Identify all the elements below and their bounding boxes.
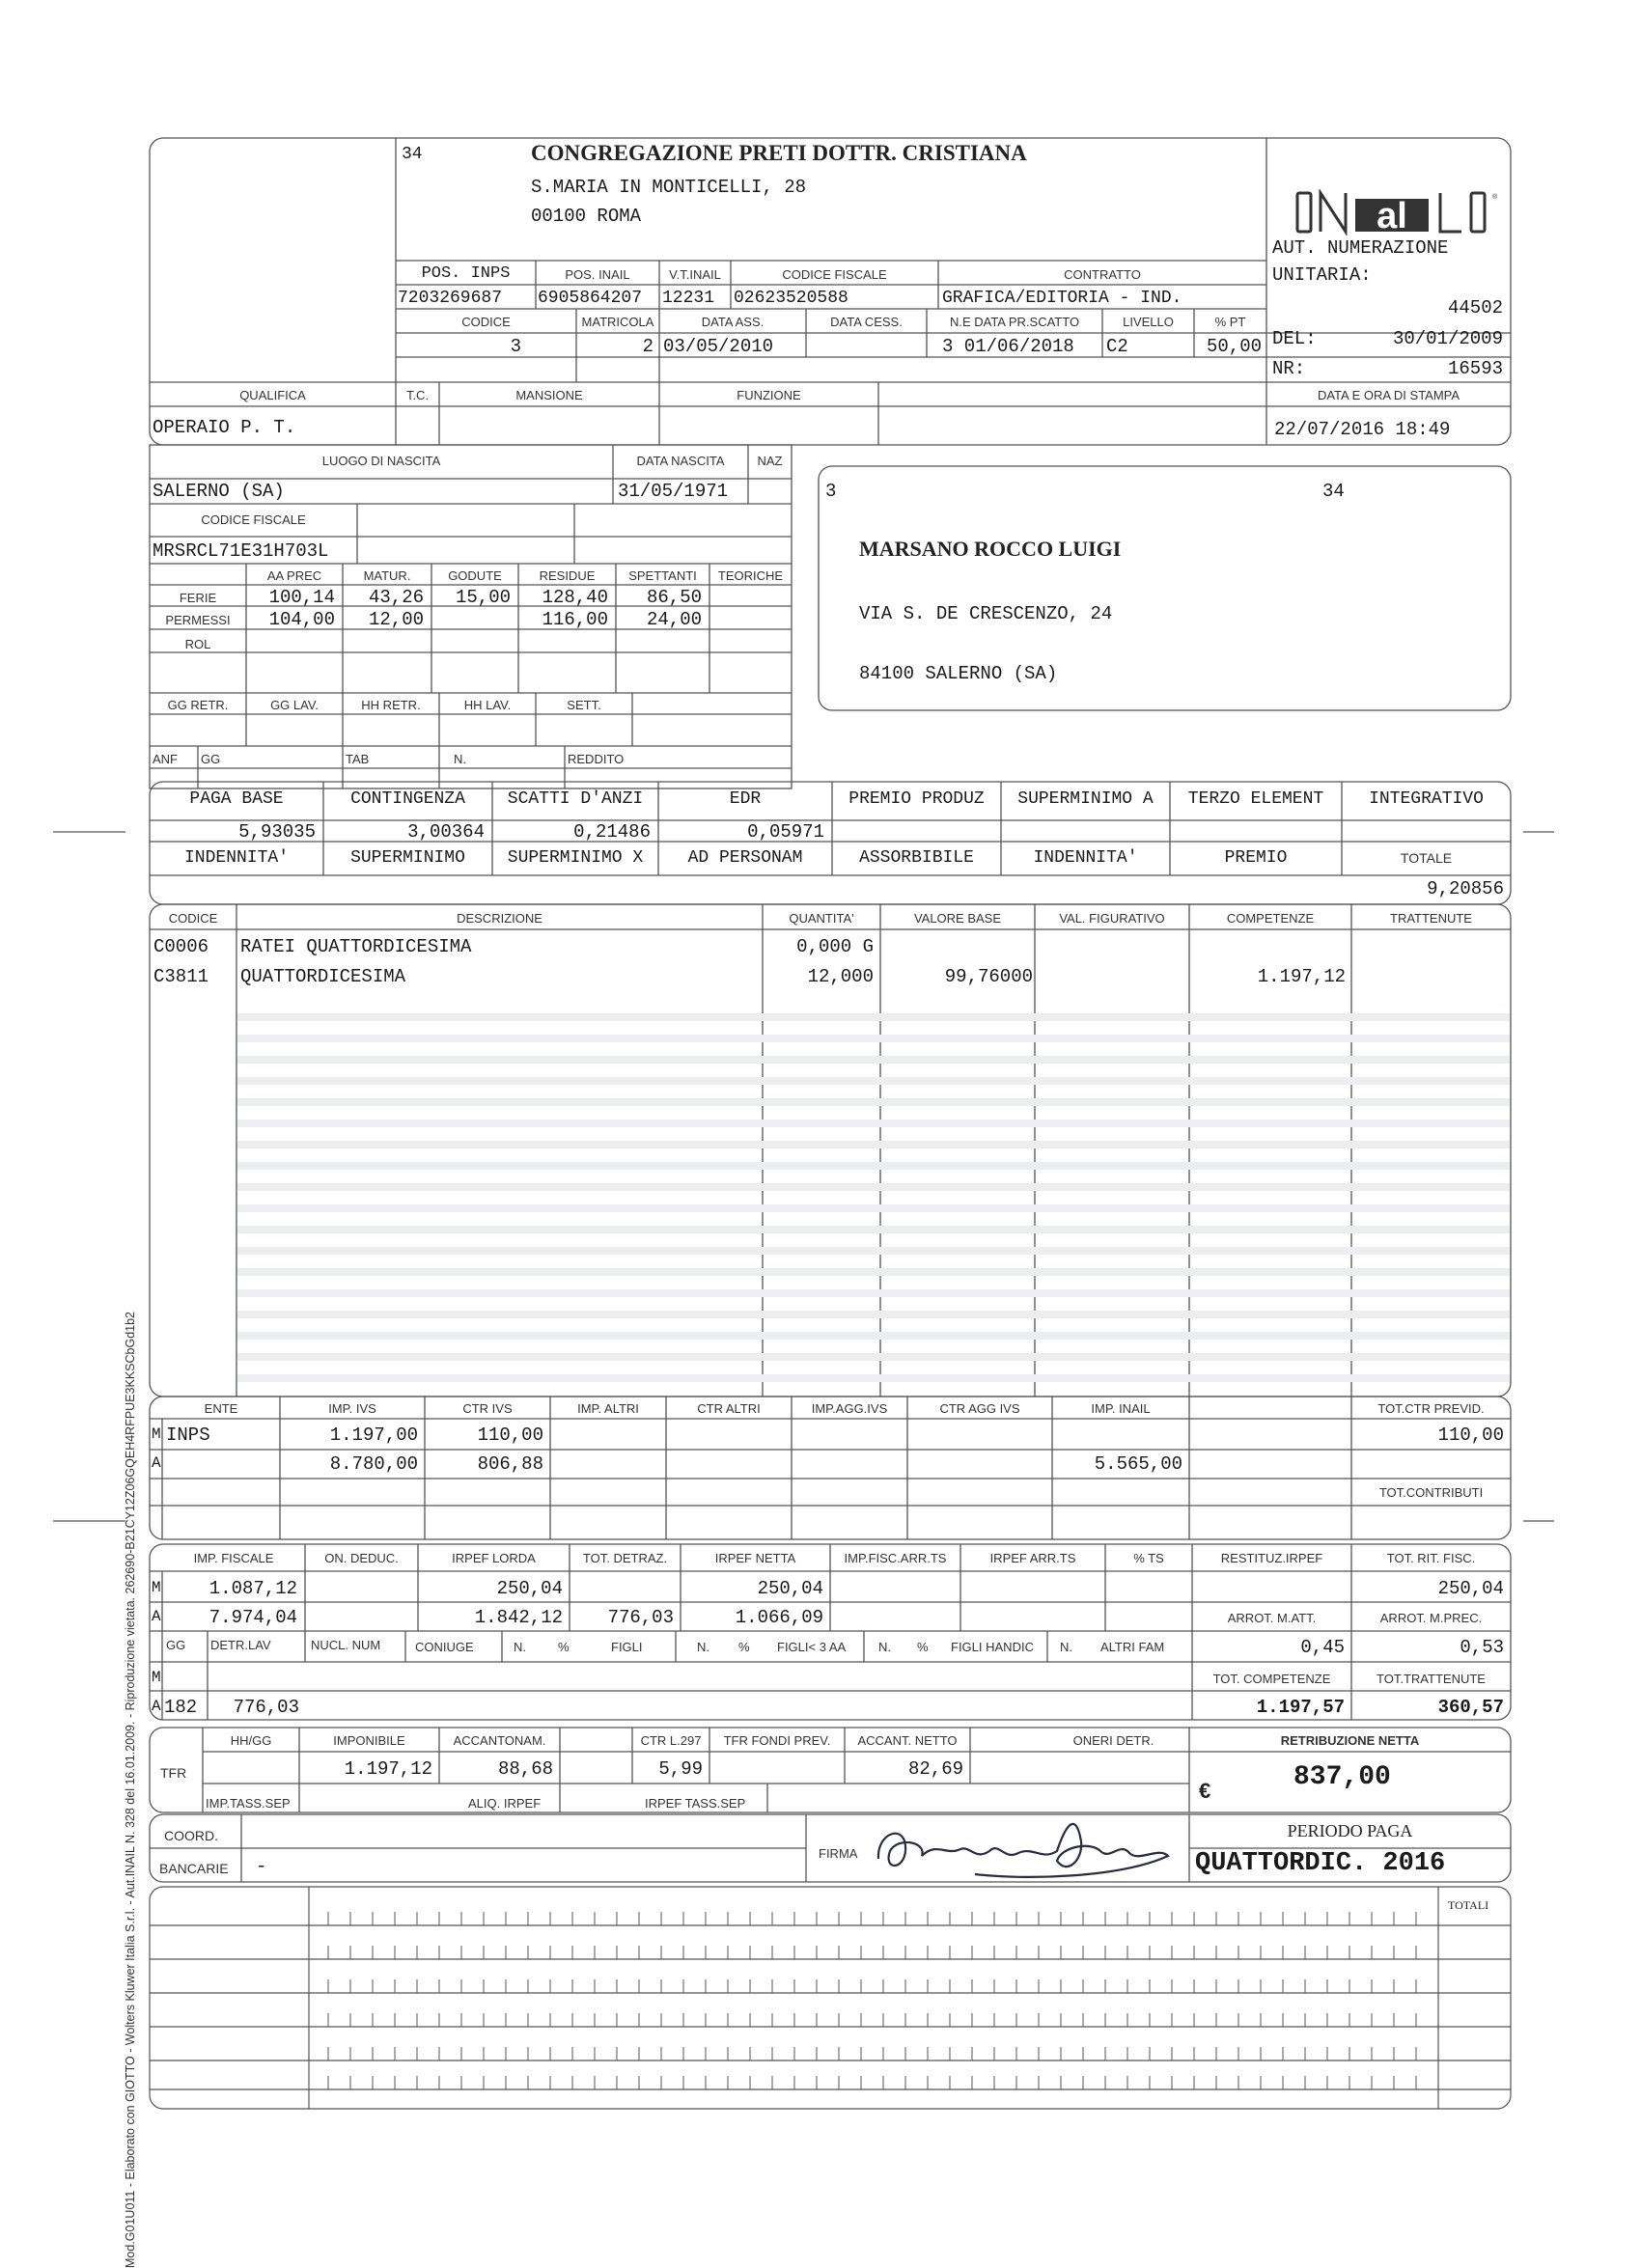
family-header: FIGLI< 3 AA <box>777 1640 847 1654</box>
items-header: CODICE <box>168 911 218 926</box>
vt-inail-value: 12231 <box>662 289 715 308</box>
family-header: GG <box>166 1638 186 1652</box>
totali-label: TOTALI <box>1448 1898 1489 1912</box>
pay-label: SUPERMINIMO X <box>507 848 644 868</box>
item-description: QUATTORDICESIMA <box>240 966 406 987</box>
irpef-netta-m: 250,04 <box>757 1578 823 1599</box>
svg-text:®: ® <box>1492 194 1498 201</box>
data-cess-label: DATA CESS. <box>830 315 903 329</box>
inail-logo <box>1295 189 1502 235</box>
pay-label: INTEGRATIVO <box>1369 789 1484 809</box>
ctr-ivs-a: 806,88 <box>477 1453 543 1475</box>
pay-total-value: 9,20856 <box>1427 878 1504 899</box>
family-header: ALTRI FAM <box>1100 1640 1165 1654</box>
employee-name: MARSANO ROCCO LUIGI <box>859 537 1122 561</box>
tax-a-marker: A <box>152 1608 161 1625</box>
anf-label: N. <box>454 752 466 766</box>
item-competenze: 1.197,12 <box>1257 966 1346 987</box>
tfr-header: IMPONIBILE <box>333 1733 405 1748</box>
tax-header: IRPEF ARR.TS <box>989 1551 1076 1565</box>
codice-fiscale-label: CODICE FISCALE <box>782 267 887 282</box>
tax-m-marker: M <box>152 1579 161 1596</box>
leave-cell: 128,40 <box>542 587 608 608</box>
tfr-header: CTR L.297 <box>640 1733 702 1748</box>
pay-label: EDR <box>729 789 762 809</box>
tfr-imponibile: 1.197,12 <box>344 1758 432 1780</box>
gg-label: HH LAV. <box>463 698 512 712</box>
leave-cell: 86,50 <box>646 587 702 608</box>
family-header: DETR.LAV <box>210 1638 271 1652</box>
tally-grid <box>150 1887 1511 2109</box>
ne-data-value: 3 01/06/2018 <box>942 336 1074 357</box>
unitaria-label: UNITARIA: <box>1272 264 1372 286</box>
vt-inail-label: V.T.INAIL <box>669 267 721 282</box>
address-code: 3 <box>825 481 837 502</box>
contrib-header: IMP. ALTRI <box>577 1401 639 1416</box>
pay-label: PREMIO PRODUZ <box>848 789 985 809</box>
leave-header: MATUR. <box>363 568 411 583</box>
pay-label: TERZO ELEMENT <box>1187 789 1324 809</box>
contrib-header: IMP.AGG.IVS <box>811 1401 888 1416</box>
contrib-header: TOT.CTR PREVID. <box>1377 1401 1485 1416</box>
codice-value: 3 <box>510 336 521 357</box>
coord-label: COORD. <box>164 1828 218 1843</box>
arrot-matt-value: 0,45 <box>1300 1637 1345 1658</box>
pay-value: 0,21486 <box>573 821 651 843</box>
anf-label: REDDITO <box>568 752 625 766</box>
item-description: RATEI QUATTORDICESIMA <box>240 936 472 957</box>
irpef-lorda-a: 1.842,12 <box>474 1607 563 1628</box>
leave-cell: 24,00 <box>646 609 702 630</box>
leave-row-label: ROL <box>184 637 211 651</box>
pay-value: 5,93035 <box>238 821 316 843</box>
leave-header: RESIDUE <box>539 568 596 583</box>
contrib-a-marker: A <box>152 1454 161 1472</box>
livello-label: LIVELLO <box>1123 315 1174 329</box>
pay-label: SUPERMINIMO A <box>1017 789 1154 809</box>
pct-pt-label: % PT <box>1214 315 1246 329</box>
tax-header: IRPEF NETTA <box>714 1551 796 1565</box>
leave-row-label: PERMESSI <box>165 613 231 627</box>
bancarie-dash: - <box>256 1856 267 1877</box>
pay-label: INDENNITA' <box>1033 848 1138 868</box>
item-quantity: 12,000 <box>807 966 874 987</box>
naz-label: NAZ <box>757 454 783 468</box>
leave-row-label: FERIE <box>179 591 217 605</box>
item-code: C0006 <box>153 936 209 957</box>
imp-ivs-m: 1.197,00 <box>329 1424 418 1446</box>
items-header: TRATTENUTE <box>1390 911 1472 926</box>
livello-value: C2 <box>1106 336 1128 357</box>
data-ass-value: 03/05/2010 <box>663 336 774 357</box>
pay-value: 3,00364 <box>407 821 485 843</box>
data-nascita-value: 31/05/1971 <box>618 481 729 502</box>
leave-cell: 43,26 <box>368 587 424 608</box>
pay-label: ASSORBIBILE <box>859 848 974 868</box>
item-code: C3811 <box>153 966 209 987</box>
leave-header: AA PREC <box>266 568 322 583</box>
family-header: N. <box>514 1640 526 1654</box>
contrib-header: CTR ALTRI <box>697 1401 761 1416</box>
signature <box>869 1803 1187 1890</box>
tot-competenze-label: TOT. COMPETENZE <box>1212 1672 1331 1686</box>
family-header: N. <box>1060 1640 1072 1654</box>
period-value: QUATTORDIC. 2016 <box>1195 1849 1446 1878</box>
imp-ivs-a: 8.780,00 <box>329 1453 418 1475</box>
euro-symbol: € <box>1199 1779 1211 1803</box>
tax-header: ON. DEDUC. <box>324 1551 399 1565</box>
irpef-netta-a: 1.066,09 <box>735 1607 823 1628</box>
contratto-label: CONTRATTO <box>1064 267 1141 282</box>
tax-header: RESTITUZ.IRPEF <box>1220 1551 1323 1565</box>
gg-label: GG RETR. <box>167 698 229 712</box>
anf-label: ANF <box>153 752 178 766</box>
family-header: % <box>558 1640 570 1654</box>
tot-contributi-label: TOT.CONTRIBUTI <box>1378 1485 1484 1500</box>
pos-inps-label: POS. INPS <box>421 264 511 283</box>
pay-label: PAGA BASE <box>189 789 284 809</box>
tax-header: IMP. FISCALE <box>193 1551 274 1565</box>
form-side-text: Mod.G01U011 - Elaborato con GIOTTO - Wolters Kluwer Italia S.r.l. - Aut.INAIL N. 328 del 16.01.2009. - Riproduzione vietata. 262690-B21CY12Z06GQEH4RFPUE3KKSCbGd1b2 <box>124 1311 137 2268</box>
item-base-value: 99,76000 <box>944 966 1033 987</box>
contrib-header: CTR IVS <box>462 1401 513 1416</box>
leave-cell: 12,00 <box>368 609 424 630</box>
family-header: CONIUGE <box>415 1640 474 1654</box>
luogo-nascita-label: LUOGO DI NASCITA <box>321 454 441 468</box>
tfr-header: ACCANT. NETTO <box>857 1733 958 1748</box>
family-header: N. <box>697 1640 709 1654</box>
stamp-label: DATA E ORA DI STAMPA <box>1317 388 1460 402</box>
contrib-header: CTR AGG IVS <box>939 1401 1020 1416</box>
item-quantity: 0,000 G <box>796 936 874 957</box>
family-m-marker: M <box>152 1669 161 1686</box>
anf-label: GG <box>201 752 221 766</box>
qualifica-label: QUALIFICA <box>239 388 306 402</box>
svg-text:al: al <box>1377 196 1407 235</box>
pay-label: TOTALE <box>1400 850 1453 866</box>
contrib-header: IMP. IVS <box>328 1401 376 1416</box>
family-gg-a: 182 <box>164 1697 198 1718</box>
arrot-mprec-label: ARROT. M.PREC. <box>1379 1611 1483 1625</box>
arrot-mprec-value: 0,53 <box>1460 1637 1504 1658</box>
employer-address: S.MARIA IN MONTICELLI, 28 <box>531 177 807 198</box>
arrot-matt-label: ARROT. M.ATT. <box>1227 1611 1317 1625</box>
nr-value: 16593 <box>1447 358 1503 379</box>
tot-detraz-a: 776,03 <box>607 1607 674 1628</box>
matricola-value: 2 <box>642 336 654 357</box>
aliq-irpef-label: ALIQ. IRPEF <box>468 1796 542 1811</box>
contrib-header: ENTE <box>204 1401 238 1416</box>
matricola-label: MATRICOLA <box>581 315 654 329</box>
tfr-header: TFR FONDI PREV. <box>723 1733 831 1748</box>
tax-header: % TS <box>1133 1551 1164 1565</box>
mansione-label: MANSIONE <box>515 388 583 402</box>
tot-trattenute-label: TOT.TRATTENUTE <box>1377 1672 1486 1686</box>
gg-label: GG LAV. <box>270 698 319 712</box>
irpef-lorda-m: 250,04 <box>496 1578 563 1599</box>
tfr-accantonam: 88,68 <box>497 1758 553 1780</box>
imp-fiscale-a: 7.974,04 <box>209 1607 297 1628</box>
imp-inail-a: 5.565,00 <box>1094 1453 1182 1475</box>
items-header: DESCRIZIONE <box>457 911 542 926</box>
imp-fiscale-m: 1.087,12 <box>209 1578 297 1599</box>
bancarie-label: BANCARIE <box>159 1861 229 1876</box>
items-header: QUANTITA' <box>789 911 854 926</box>
tax-header: IMP.FISC.ARR.TS <box>844 1551 947 1565</box>
family-header: N. <box>878 1640 891 1654</box>
pct-pt-value: 50,00 <box>1206 336 1262 357</box>
pay-label: SUPERMINIMO <box>350 848 465 868</box>
pos-inail-value: 6905864207 <box>538 289 643 308</box>
codice-fiscale-value: 02623520588 <box>734 289 848 308</box>
pay-label: PREMIO <box>1224 848 1288 868</box>
tfr-label: TFR <box>160 1765 187 1781</box>
leave-cell: 116,00 <box>542 609 608 630</box>
pay-value: 0,05971 <box>747 821 824 843</box>
emp-cf-label: CODICE FISCALE <box>201 512 306 527</box>
family-header: FIGLI <box>611 1640 643 1654</box>
contrib-m-marker: M <box>152 1425 161 1443</box>
data-nascita-label: DATA NASCITA <box>636 454 725 468</box>
family-header: NUCL. NUM <box>311 1638 381 1652</box>
tfr-accant-netto: 82,69 <box>907 1758 963 1780</box>
luogo-nascita-value: SALERNO (SA) <box>153 481 285 502</box>
data-ass-label: DATA ASS. <box>701 315 765 329</box>
irpef-tass-sep-label: IRPEF TASS.SEP <box>645 1796 746 1811</box>
gg-label: HH RETR. <box>361 698 421 712</box>
funzione-label: FUNZIONE <box>737 388 801 402</box>
items-header: COMPETENZE <box>1226 911 1315 926</box>
gg-label: SETT. <box>567 698 601 712</box>
employee-city: 84100 SALERNO (SA) <box>859 663 1058 684</box>
del-date: 30/01/2009 <box>1392 328 1503 349</box>
items-header: VALORE BASE <box>913 911 1002 926</box>
tot-trattenute-value: 360,57 <box>1437 1697 1504 1718</box>
qualifica-value: OPERAIO P. T. <box>153 417 296 438</box>
imp-tass-sep-label: IMP.TASS.SEP <box>206 1796 291 1811</box>
codice-label: CODICE <box>461 315 511 329</box>
tc-label: T.C. <box>405 388 430 402</box>
net-pay-amount: 837,00 <box>1293 1762 1391 1792</box>
employer-name: CONGREGAZIONE PRETI DOTTR. CRISTIANA <box>531 141 1027 165</box>
pay-label: SCATTI D'ANZI <box>507 789 644 809</box>
net-pay-label: RETRIBUZIONE NETTA <box>1280 1733 1420 1748</box>
address-code-2: 34 <box>1322 481 1345 502</box>
leave-header: TEORICHE <box>717 568 784 583</box>
aut-number: 44502 <box>1447 297 1503 318</box>
leave-cell: 104,00 <box>268 609 335 630</box>
tax-header: TOT. DETRAZ. <box>582 1551 668 1565</box>
family-detr-a: 776,03 <box>233 1697 299 1718</box>
del-label: DEL: <box>1272 328 1317 349</box>
emp-cf-value: MRSRCL71E31H703L <box>153 540 329 562</box>
employer-code: 34 <box>402 145 423 164</box>
family-header: % <box>917 1640 929 1654</box>
nr-label: NR: <box>1272 358 1306 379</box>
employer-city: 00100 ROMA <box>531 206 642 227</box>
period-label: PERIODO PAGA <box>1287 1821 1413 1840</box>
tfr-header: ONERI DETR. <box>1072 1733 1154 1748</box>
employee-street: VIA S. DE CRESCENZO, 24 <box>859 603 1113 624</box>
leave-cell: 100,14 <box>268 587 335 608</box>
leave-header: GODUTE <box>448 568 502 583</box>
pos-inail-label: POS. INAIL <box>565 267 630 282</box>
ctr-ivs-m: 110,00 <box>477 1424 543 1446</box>
tot-ctr-previd: 110,00 <box>1437 1424 1504 1446</box>
tax-header: IRPEF LORDA <box>452 1551 536 1565</box>
leave-cell: 15,00 <box>455 587 511 608</box>
anf-label: TAB <box>346 752 370 766</box>
family-a-marker: A <box>152 1698 161 1715</box>
pay-label: AD PERSONAM <box>687 848 803 868</box>
contrib-header: IMP. INAIL <box>1091 1401 1151 1416</box>
leave-header: SPETTANTI <box>628 568 697 583</box>
contrib-ente: INPS <box>166 1424 210 1446</box>
pay-label: CONTINGENZA <box>350 789 465 809</box>
firma-label: FIRMA <box>819 1846 858 1861</box>
tfr-ctr-l297: 5,99 <box>658 1758 703 1780</box>
tax-header: TOT. RIT. FISC. <box>1386 1551 1476 1565</box>
stamp-datetime: 22/07/2016 18:49 <box>1274 419 1451 440</box>
ne-data-label: N.E DATA PR.SCATTO <box>949 315 1080 329</box>
tot-rit-fisc: 250,04 <box>1437 1578 1504 1599</box>
pos-inps-value: 7203269687 <box>398 289 503 308</box>
items-header: VAL. FIGURATIVO <box>1059 911 1165 926</box>
contratto-value: GRAFICA/EDITORIA - IND. <box>942 289 1182 308</box>
tfr-header: HH/GG <box>230 1733 272 1748</box>
tot-competenze-value: 1.197,57 <box>1256 1697 1345 1718</box>
family-header: FIGLI HANDIC <box>951 1640 1034 1654</box>
pay-label: INDENNITA' <box>183 848 290 868</box>
family-header: % <box>738 1640 750 1654</box>
tfr-header: ACCANTONAM. <box>453 1733 546 1748</box>
aut-numerazione-label: AUT. NUMERAZIONE <box>1272 237 1449 259</box>
